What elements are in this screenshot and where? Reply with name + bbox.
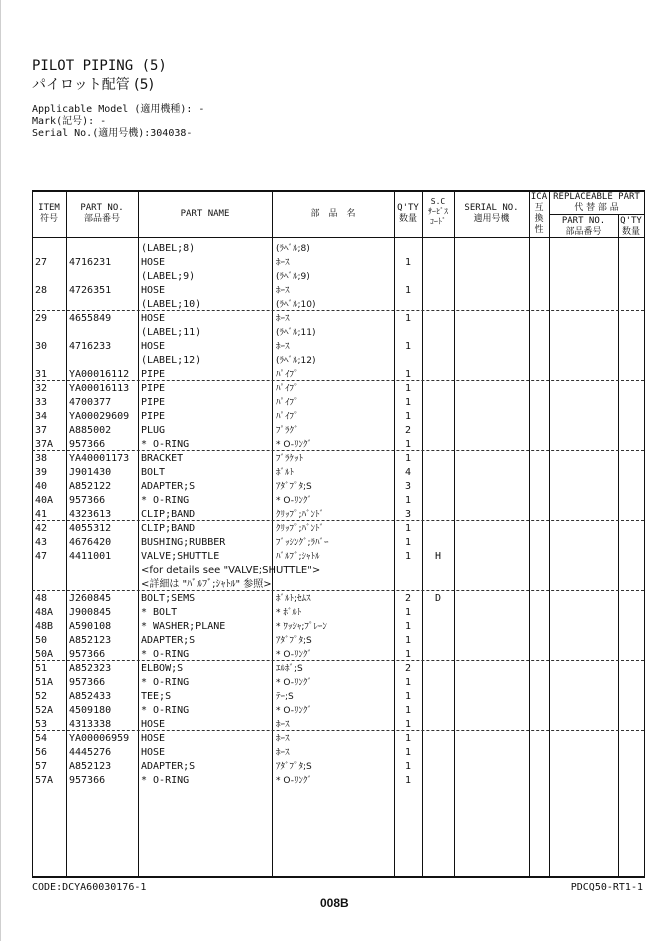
mark: Mark(記号): - bbox=[32, 116, 107, 127]
quantity: 1 bbox=[404, 705, 412, 716]
quantity: 1 bbox=[404, 719, 412, 730]
part-name-jp: (ﾗﾍﾞﾙ;9) bbox=[276, 272, 310, 282]
item-number: 53 bbox=[35, 719, 48, 730]
part-number: 4323613 bbox=[69, 509, 112, 520]
table-row bbox=[32, 760, 644, 774]
detail-note: <for details see "VALVE;SHUTTLE"> bbox=[141, 565, 321, 576]
item-number: 51 bbox=[35, 663, 48, 674]
part-name-jp: ﾊﾟｲﾌﾟ bbox=[276, 412, 299, 422]
part-number: 4055312 bbox=[69, 523, 112, 534]
part-name: * O-RING bbox=[141, 649, 190, 660]
footer-code: CODE:DCYA60030176-1 bbox=[32, 882, 147, 893]
quantity: 1 bbox=[404, 635, 412, 646]
part-name: (LABEL;10) bbox=[141, 299, 202, 310]
part-number: A885002 bbox=[69, 425, 112, 436]
part-number: A852123 bbox=[69, 761, 112, 772]
item-number: 47 bbox=[35, 551, 48, 562]
table-row bbox=[32, 326, 644, 340]
header-item: ITEM 符号 bbox=[38, 203, 60, 224]
part-number: 4411001 bbox=[69, 551, 112, 562]
part-name-jp: * O-ﾘﾝｸﾞ bbox=[276, 496, 312, 506]
table-row bbox=[32, 606, 644, 620]
table-row bbox=[32, 592, 644, 606]
part-name-jp: ﾌﾞｯｼﾝｸﾞ;ﾗﾊﾞｰ bbox=[276, 538, 329, 548]
table-bottom-rule bbox=[32, 876, 644, 878]
part-name-jp: * O-ﾘﾝｸﾞ bbox=[276, 440, 312, 450]
part-number: 957366 bbox=[69, 677, 106, 688]
item-number: 37 bbox=[35, 425, 48, 436]
quantity: 1 bbox=[404, 677, 412, 688]
part-name: * O-RING bbox=[141, 439, 190, 450]
page-number: 008B bbox=[320, 896, 349, 910]
item-number: 37A bbox=[35, 439, 54, 450]
part-name: (LABEL;9) bbox=[141, 271, 196, 282]
item-number: 56 bbox=[35, 747, 48, 758]
part-name: ADAPTER;S bbox=[141, 481, 196, 492]
applicable-model: Applicable Model (適用機種): - bbox=[32, 104, 205, 115]
table-row bbox=[32, 424, 644, 438]
item-number: 31 bbox=[35, 369, 48, 380]
part-name: PIPE bbox=[141, 369, 166, 380]
item-number: 38 bbox=[35, 453, 48, 464]
part-name-jp: ﾎｰｽ bbox=[276, 286, 290, 296]
part-number: 957366 bbox=[69, 649, 106, 660]
table-row bbox=[32, 466, 644, 480]
part-number: J260845 bbox=[69, 593, 112, 604]
table-row bbox=[32, 242, 644, 256]
part-name-jp: ﾎｰｽ bbox=[276, 342, 290, 352]
part-name: * O-RING bbox=[141, 495, 190, 506]
quantity: 1 bbox=[404, 369, 412, 380]
table-row bbox=[32, 354, 644, 368]
part-name-jp: ﾎｰｽ bbox=[276, 720, 290, 730]
part-number: 957366 bbox=[69, 775, 106, 786]
table-row bbox=[32, 550, 644, 564]
item-number: 57 bbox=[35, 761, 48, 772]
part-number: J900845 bbox=[69, 607, 112, 618]
service-code: H bbox=[434, 551, 442, 562]
part-name: HOSE bbox=[141, 733, 166, 744]
part-name: (LABEL;12) bbox=[141, 355, 202, 366]
part-name: PIPE bbox=[141, 397, 166, 408]
quantity: 1 bbox=[404, 285, 412, 296]
part-name: PLUG bbox=[141, 425, 166, 436]
part-name-jp: (ﾗﾍﾞﾙ;12) bbox=[276, 356, 316, 366]
quantity: 1 bbox=[404, 257, 412, 268]
service-code: D bbox=[434, 593, 442, 604]
quantity: 1 bbox=[404, 313, 412, 324]
part-name-jp: * O-ﾘﾝｸﾞ bbox=[276, 776, 312, 786]
part-name: CLIP;BAND bbox=[141, 509, 196, 520]
table-row bbox=[32, 270, 644, 284]
part-number: A590108 bbox=[69, 621, 112, 632]
part-name: BOLT;SEMS bbox=[141, 593, 196, 604]
parts-table bbox=[32, 190, 644, 878]
quantity: 1 bbox=[404, 495, 412, 506]
note-row bbox=[32, 578, 644, 592]
part-name-jp: ﾊﾟｲﾌﾟ bbox=[276, 370, 299, 380]
part-name: ELBOW;S bbox=[141, 663, 184, 674]
item-number: 43 bbox=[35, 537, 48, 548]
quantity: 2 bbox=[404, 425, 412, 436]
item-number: 40A bbox=[35, 495, 54, 506]
quantity: 3 bbox=[404, 481, 412, 492]
item-number: 54 bbox=[35, 733, 48, 744]
quantity: 1 bbox=[404, 761, 412, 772]
part-name: ADAPTER;S bbox=[141, 635, 196, 646]
header-rp-part-no: PART NO. 部品番号 bbox=[561, 216, 606, 237]
part-name: TEE;S bbox=[141, 691, 172, 702]
item-number: 52 bbox=[35, 691, 48, 702]
part-number: A852123 bbox=[69, 635, 112, 646]
table-row bbox=[32, 368, 644, 382]
quantity: 1 bbox=[404, 621, 412, 632]
part-name-jp: ｱﾀﾞﾌﾟﾀ;S bbox=[276, 636, 312, 646]
part-name-jp: ﾎﾞﾙﾄ bbox=[276, 468, 295, 478]
part-name-jp: * ﾎﾞﾙﾄ bbox=[276, 608, 302, 618]
part-name-jp: ｴﾙﾎﾞ;S bbox=[276, 664, 303, 674]
table-row bbox=[32, 522, 644, 536]
item-number: 27 bbox=[35, 257, 48, 268]
quantity: 1 bbox=[404, 383, 412, 394]
table-row bbox=[32, 298, 644, 312]
item-number: 29 bbox=[35, 313, 48, 324]
table-row bbox=[32, 732, 644, 746]
table-row bbox=[32, 634, 644, 648]
part-name-jp: (ﾗﾍﾞﾙ;8) bbox=[276, 244, 310, 254]
serial-range: Serial No.(適用号機):304038- bbox=[32, 128, 193, 139]
replaceable-sub-rule bbox=[549, 214, 644, 215]
quantity: 1 bbox=[404, 439, 412, 450]
part-name: HOSE bbox=[141, 747, 166, 758]
page-title: PILOT PIPING (5) bbox=[32, 58, 167, 74]
part-name: HOSE bbox=[141, 313, 166, 324]
part-name: HOSE bbox=[141, 285, 166, 296]
note-row bbox=[32, 564, 644, 578]
page-title-jp: パイロット配管 (5) bbox=[32, 77, 155, 93]
quantity: 1 bbox=[404, 775, 412, 786]
part-name: * O-RING bbox=[141, 775, 190, 786]
table-row bbox=[32, 452, 644, 466]
quantity: 2 bbox=[404, 663, 412, 674]
header-jp-name: 部 品 名 bbox=[310, 209, 356, 219]
item-number: 48A bbox=[35, 607, 54, 618]
part-number: 4700377 bbox=[69, 397, 112, 408]
part-name-jp: ﾊﾟｲﾌﾟ bbox=[276, 384, 299, 394]
part-number: 4716231 bbox=[69, 257, 112, 268]
quantity: 2 bbox=[404, 593, 412, 604]
part-name-jp: * O-ﾘﾝｸﾞ bbox=[276, 650, 312, 660]
item-number: 48B bbox=[35, 621, 54, 632]
col-rule bbox=[644, 190, 645, 878]
part-number: 4716233 bbox=[69, 341, 112, 352]
part-name: PIPE bbox=[141, 383, 166, 394]
item-number: 50A bbox=[35, 649, 54, 660]
part-name-jp: ｱﾀﾞﾌﾟﾀ;S bbox=[276, 762, 312, 772]
part-name: HOSE bbox=[141, 341, 166, 352]
part-number: A852433 bbox=[69, 691, 112, 702]
item-number: 39 bbox=[35, 467, 48, 478]
quantity: 1 bbox=[404, 551, 412, 562]
table-row bbox=[32, 704, 644, 718]
quantity: 1 bbox=[404, 691, 412, 702]
part-number: 4655849 bbox=[69, 313, 112, 324]
part-name: * O-RING bbox=[141, 677, 190, 688]
part-name-jp: ﾌﾟﾗｸﾞ bbox=[276, 426, 299, 436]
part-number: YA40001173 bbox=[69, 453, 130, 464]
table-row bbox=[32, 410, 644, 424]
quantity: 3 bbox=[404, 509, 412, 520]
item-number: 34 bbox=[35, 411, 48, 422]
part-name: HOSE bbox=[141, 719, 166, 730]
part-name-jp: ﾎｰｽ bbox=[276, 314, 290, 324]
quantity: 1 bbox=[404, 649, 412, 660]
item-number: 57A bbox=[35, 775, 54, 786]
table-row bbox=[32, 690, 644, 704]
item-number: 50 bbox=[35, 635, 48, 646]
part-name-jp: ﾃｰ;S bbox=[276, 692, 294, 702]
quantity: 1 bbox=[404, 607, 412, 618]
item-number: 40 bbox=[35, 481, 48, 492]
header-rp-qty: Q'TY 数量 bbox=[620, 216, 642, 237]
part-name-jp: ｸﾘｯﾌﾟ;ﾊﾞﾝﾄﾞ bbox=[276, 510, 325, 520]
part-name-jp: ﾌﾞﾗｹｯﾄ bbox=[276, 454, 304, 464]
part-name-jp: (ﾗﾍﾞﾙ;11) bbox=[276, 328, 316, 338]
page-edge bbox=[0, 0, 1, 941]
part-name-jp: ﾎｰｽ bbox=[276, 748, 290, 758]
item-number: 30 bbox=[35, 341, 48, 352]
item-number: 41 bbox=[35, 509, 48, 520]
part-name: HOSE bbox=[141, 257, 166, 268]
table-row bbox=[32, 718, 644, 732]
quantity: 1 bbox=[404, 733, 412, 744]
item-number: 42 bbox=[35, 523, 48, 534]
part-number: YA00029609 bbox=[69, 411, 130, 422]
table-row bbox=[32, 382, 644, 396]
part-name-jp: ﾎﾞﾙﾄ;ｾﾑｽ bbox=[276, 594, 311, 604]
part-name: * O-RING bbox=[141, 705, 190, 716]
quantity: 1 bbox=[404, 411, 412, 422]
part-name-jp: ﾎｰｽ bbox=[276, 258, 290, 268]
doc-id: PDCQ50-RT1-1 bbox=[570, 882, 643, 893]
part-name: (LABEL;11) bbox=[141, 327, 202, 338]
table-row bbox=[32, 536, 644, 550]
header-part-no: PART NO. 部品番号 bbox=[80, 203, 124, 224]
detail-note: <詳細は "ﾊﾞﾙﾌﾞ;ｼｬﾄﾙ" 参照> bbox=[141, 579, 272, 590]
part-number: YA00016112 bbox=[69, 369, 130, 380]
item-number: 51A bbox=[35, 677, 54, 688]
item-number: 33 bbox=[35, 397, 48, 408]
header-ica: ICA 互 換 性 bbox=[530, 192, 548, 235]
part-number: 4676420 bbox=[69, 537, 112, 548]
part-name: * WASHER;PLANE bbox=[141, 621, 226, 632]
part-name: BUSHING;RUBBER bbox=[141, 537, 226, 548]
table-row bbox=[32, 284, 644, 298]
quantity: 1 bbox=[404, 397, 412, 408]
part-number: 4509180 bbox=[69, 705, 112, 716]
part-name-jp: * O-ﾘﾝｸﾞ bbox=[276, 678, 312, 688]
part-name: (LABEL;8) bbox=[141, 243, 196, 254]
header-serial: SERIAL NO. 適用号機 bbox=[464, 203, 519, 224]
table-row bbox=[32, 662, 644, 676]
part-name: VALVE;SHUTTLE bbox=[141, 551, 220, 562]
part-name: CLIP;BAND bbox=[141, 523, 196, 534]
table-row bbox=[32, 676, 644, 690]
quantity: 4 bbox=[404, 467, 412, 478]
part-name-jp: ｸﾘｯﾌﾟ;ﾊﾞﾝﾄﾞ bbox=[276, 524, 325, 534]
quantity: 1 bbox=[404, 537, 412, 548]
table-row bbox=[32, 508, 644, 522]
part-name-jp: ﾊﾞﾙﾌﾞ;ｼｬﾄﾙ bbox=[276, 552, 320, 562]
item-number: 32 bbox=[35, 383, 48, 394]
header-part-name: PART NAME bbox=[180, 209, 230, 219]
quantity: 1 bbox=[404, 341, 412, 352]
table-row bbox=[32, 774, 644, 788]
table-row bbox=[32, 438, 644, 452]
part-number: YA00016113 bbox=[69, 383, 130, 394]
part-name: PIPE bbox=[141, 411, 166, 422]
header-qty: Q'TY 数量 bbox=[397, 203, 419, 224]
part-number: 957366 bbox=[69, 439, 106, 450]
part-number: 4445276 bbox=[69, 747, 112, 758]
table-row bbox=[32, 256, 644, 270]
table-row bbox=[32, 746, 644, 760]
part-name-jp: ﾊﾟｲﾌﾟ bbox=[276, 398, 299, 408]
item-number: 48 bbox=[35, 593, 48, 604]
part-number: YA00006959 bbox=[69, 733, 130, 744]
table-row bbox=[32, 396, 644, 410]
table-row bbox=[32, 340, 644, 354]
item-number: 52A bbox=[35, 705, 54, 716]
part-name-jp: * ﾜｯｼｬ;ﾌﾟﾚｰﾝ bbox=[276, 622, 327, 632]
part-number: J901430 bbox=[69, 467, 112, 478]
item-number: 28 bbox=[35, 285, 48, 296]
quantity: 1 bbox=[404, 523, 412, 534]
part-number: A852323 bbox=[69, 663, 112, 674]
part-number: 4726351 bbox=[69, 285, 112, 296]
part-name: * BOLT bbox=[141, 607, 178, 618]
quantity: 1 bbox=[404, 747, 412, 758]
part-name: ADAPTER;S bbox=[141, 761, 196, 772]
part-number: 957366 bbox=[69, 495, 106, 506]
table-row bbox=[32, 480, 644, 494]
table-row bbox=[32, 312, 644, 326]
part-name: BOLT bbox=[141, 467, 166, 478]
header-sc: S.C ｻｰﾋﾞｽ ｺｰﾄﾞ bbox=[428, 197, 448, 226]
part-name-jp: ﾎｰｽ bbox=[276, 734, 290, 744]
table-row bbox=[32, 494, 644, 508]
part-name-jp: ｱﾀﾞﾌﾟﾀ;S bbox=[276, 482, 312, 492]
table-row bbox=[32, 648, 644, 662]
part-number: 4313338 bbox=[69, 719, 112, 730]
table-row bbox=[32, 620, 644, 634]
part-name-jp: * O-ﾘﾝｸﾞ bbox=[276, 706, 312, 716]
quantity: 1 bbox=[404, 453, 412, 464]
part-name-jp: (ﾗﾍﾞﾙ;10) bbox=[276, 300, 316, 310]
part-name: BRACKET bbox=[141, 453, 184, 464]
header-replaceable: REPLACEABLE PART 代 替 部 品 bbox=[553, 192, 640, 213]
part-number: A852122 bbox=[69, 481, 112, 492]
